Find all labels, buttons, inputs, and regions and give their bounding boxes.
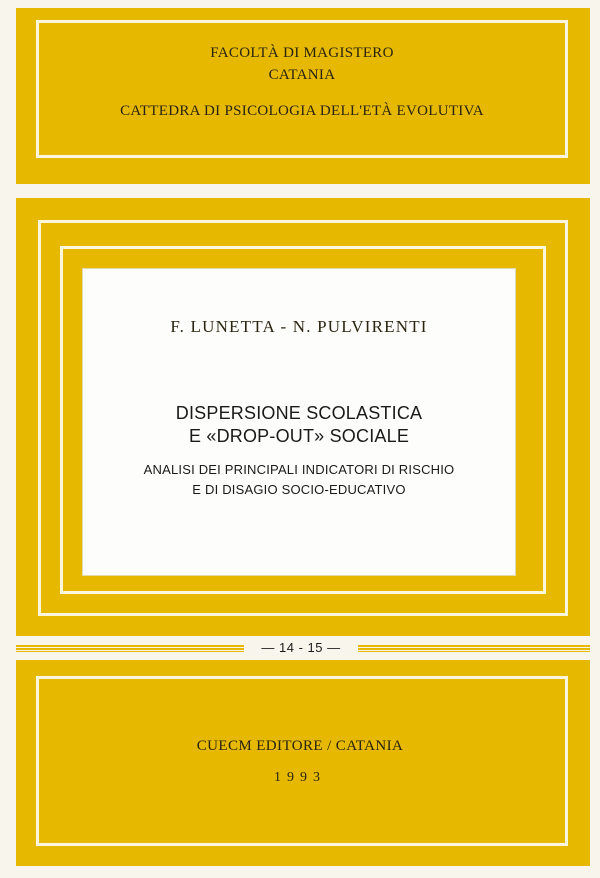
title-line-2: E «DROP-OUT» SOCIALE <box>188 426 410 446</box>
faculty-name: FACOLTÀ DI MAGISTERO <box>210 45 394 61</box>
title-panel <box>82 268 516 576</box>
city-name: CATANIA <box>268 67 336 83</box>
top-inner-frame <box>36 20 568 158</box>
series-number: — 14 - 15 — <box>261 640 341 655</box>
bottom-inner-frame <box>36 676 568 846</box>
separator-stripe-left <box>16 645 244 652</box>
chair-name: CATTEDRA DI PSICOLOGIA DELL'ETÀ EVOLUTIVA <box>120 103 484 119</box>
publication-year: 1993 <box>274 770 326 785</box>
subtitle-line-2: E DI DISAGIO SOCIO-EDUCATIVO <box>192 482 406 497</box>
subtitle-line-1: ANALISI DEI PRINCIPALI INDICATORI DI RISCHIO <box>143 462 455 477</box>
publisher: CUECM EDITORE / CATANIA <box>196 738 404 754</box>
separator-stripe-right <box>358 645 590 652</box>
authors: F. LUNETTA - N. PULVIRENTI <box>170 317 428 336</box>
title-line-1: DISPERSIONE SCOLASTICA <box>175 403 423 423</box>
